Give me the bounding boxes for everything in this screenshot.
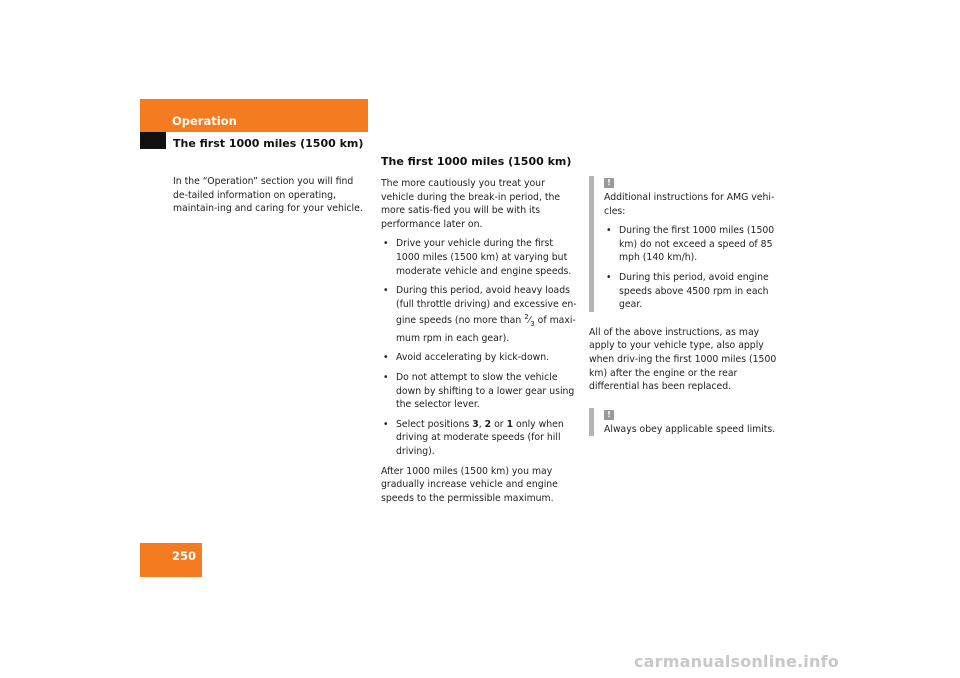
- list-item-text: During this period, avoid heavy loads (full throttle driving) and excessive en-gine speeds (no more than: [396, 285, 577, 327]
- side-column: [589, 176, 787, 450]
- list-item: • Drive your vehicle during the first 1000 miles (1500 km) at varying but moderate vehicle and engine speeds.: [381, 237, 577, 278]
- page-subtitle: The first 1000 miles (1500 km): [173, 137, 364, 150]
- list-item: [381, 418, 577, 459]
- list-item-text: of maxi-mum rpm in each gear).: [396, 315, 576, 344]
- list-item-text: or: [491, 418, 507, 430]
- gear-position-3: 3: [472, 418, 479, 430]
- list-item-text: ,: [478, 418, 485, 430]
- list-item-text: only when driving at moderate speeds (for hill driving).: [396, 418, 564, 458]
- fraction-numerator: 2: [524, 313, 529, 322]
- page-number: 250: [172, 549, 197, 563]
- replacement-paragraph: All of the above instructions, as may apply to your vehicle type, also apply when driv-ing the first 1000 miles (1500 km) after the engine or the rear differential has been replaced.: [589, 326, 777, 393]
- warning-icon: !: [604, 410, 614, 420]
- list-item-text: Select positions: [396, 418, 473, 430]
- list-item: • Do not attempt to slow the vehicle down by shifting to a lower gear using the selector lever.: [381, 371, 577, 412]
- closing-paragraph: After 1000 miles (1500 km) you may gradually increase vehicle and engine speeds to the permissible maximum.: [381, 465, 558, 504]
- list-item: • Avoid accelerating by kick-down.: [381, 351, 577, 365]
- speed-limit-note: [589, 408, 787, 437]
- section-heading: The first 1000 miles (1500 km): [381, 155, 572, 168]
- main-column: [381, 155, 577, 511]
- list-item: • During this period, avoid heavy loads (full throttle driving) and excessive en-gine speeds (no more than $^2⁄_3$ of maxi-mum rpm in each gear).: [381, 284, 577, 345]
- section-tab-marker: [140, 132, 166, 149]
- list-item: • During this period, avoid engine speeds above 4500 rpm in each gear.: [604, 271, 787, 312]
- section-title: Operation: [172, 114, 237, 128]
- break-in-list: [381, 237, 577, 458]
- note-intro: Additional instructions for AMG vehi-cles:: [604, 192, 775, 217]
- note-text: Always obey applicable speed limits.: [604, 423, 776, 435]
- note-list: [604, 224, 787, 312]
- intro-paragraph: In the “Operation” section you will find de-tailed information on operating, maintain-ing and caring for your vehicle.: [173, 176, 363, 215]
- note-bar: [589, 408, 594, 437]
- note-bar: [589, 176, 594, 312]
- gear-position-1: 1: [506, 418, 514, 430]
- amg-note: [589, 176, 787, 312]
- gear-position-2: 2: [484, 418, 492, 430]
- list-item: • During the first 1000 miles (1500 km) do not exceed a speed of 85 mph (140 km/h).: [604, 224, 787, 265]
- watermark: carmanualsonline.info: [634, 652, 839, 671]
- fraction-denominator: 3: [530, 320, 535, 329]
- lead-paragraph: The more cautiously you treat your vehicle during the break-in period, the more satis-fied you will be with its performance later on.: [381, 178, 561, 230]
- warning-icon: !: [604, 178, 614, 188]
